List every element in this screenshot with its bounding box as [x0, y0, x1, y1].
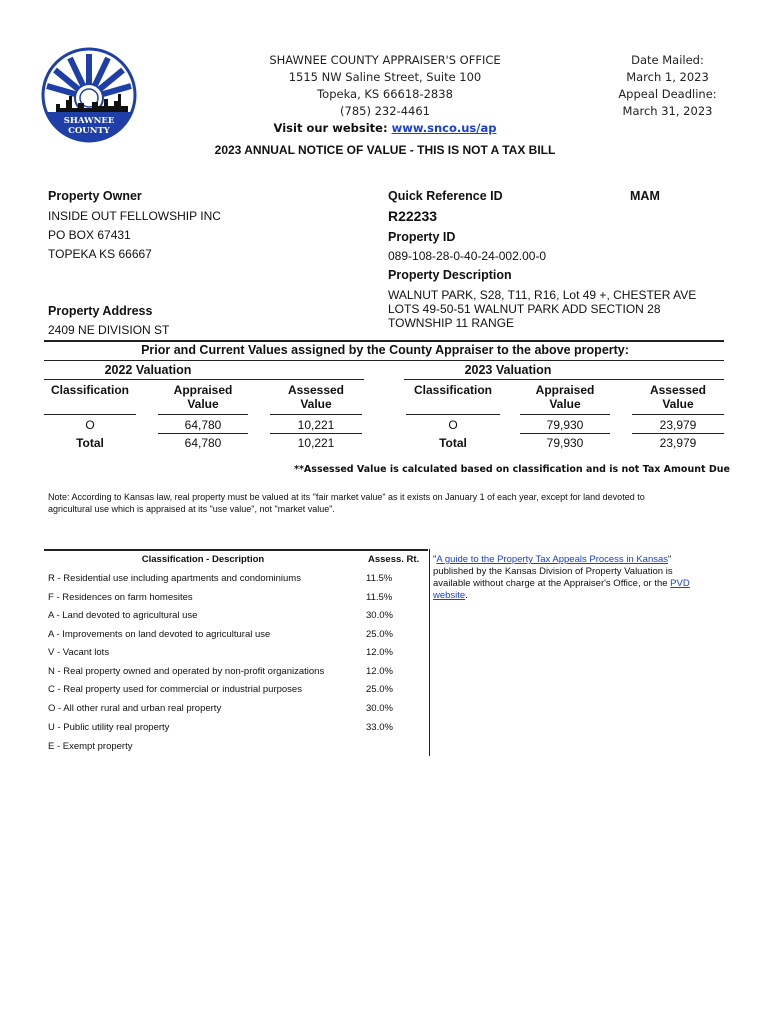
owner-name: INSIDE OUT FELLOWSHIP INC [48, 209, 221, 223]
property-description-line1: WALNUT PARK, S28, T11, R16, Lot 49 +, CHESTER AVE [388, 288, 697, 302]
prior-header-rule-2 [158, 414, 248, 415]
pvd-link[interactable]: PVD [670, 578, 690, 589]
classification-desc-header: Classification - Description [141, 554, 265, 565]
owner-address2: TOPEKA KS 66667 [48, 247, 152, 261]
svg-text:COUNTY: COUNTY [68, 126, 110, 136]
class-row-desc: A - Land devoted to agricultural use [48, 610, 198, 621]
current-assessed-header [632, 383, 724, 411]
guide-line3-text: available without charge at the Appraiser's Office, or the [433, 578, 668, 589]
current-total-label: Total [439, 436, 467, 450]
class-row [48, 647, 428, 665]
class-row-rate: 11.5% [366, 573, 393, 584]
class-row-rate: 25.0% [366, 684, 393, 695]
date-mailed: March 1, 2023 [626, 70, 709, 84]
prior-appraised-header-2: Value [187, 397, 219, 411]
current-row-assessed: 23,979 [659, 418, 697, 432]
class-row-rate: 33.0% [366, 722, 393, 733]
class-row [48, 592, 428, 610]
guide-line4 [433, 590, 733, 602]
prior-class-header: Classification [50, 383, 130, 397]
class-row [48, 741, 428, 759]
guide-quote-close: " [668, 554, 672, 565]
prior-header-rule-1 [44, 414, 136, 415]
owner-address1: PO BOX 67431 [48, 228, 131, 242]
office-website-line [200, 120, 570, 137]
prior-assessed-header-2: Value [300, 397, 332, 411]
date-mailed-label: Date Mailed: [631, 53, 704, 67]
appeals-guide-link[interactable]: A guide to the Property Tax Appeals Process in Kansas [436, 554, 669, 565]
office-phone: (785) 232-4461 [340, 104, 430, 118]
class-row-rate: 11.5% [366, 592, 393, 603]
owner-label: Property Owner [48, 189, 142, 203]
values-table-title-rule [44, 360, 724, 361]
class-row [48, 703, 428, 721]
current-header-rule-2 [520, 414, 610, 415]
prior-assessed-header-1: Assessed [287, 383, 345, 397]
class-row [48, 722, 428, 740]
office-city: Topeka, KS 66618-2838 [317, 87, 453, 101]
current-appraised-header-2: Value [549, 397, 581, 411]
property-id-label: Property ID [388, 230, 456, 244]
current-appraised-header-1: Appraised [535, 383, 595, 397]
current-total-rule-2 [632, 433, 724, 434]
class-row [48, 610, 428, 628]
class-row [48, 666, 428, 684]
property-description-line2: LOTS 49-50-51 WALNUT PARK ADD SECTION 28 [388, 302, 661, 316]
current-assessed-header-2: Value [662, 397, 694, 411]
prior-year-label: 2022 Valuation [104, 363, 192, 377]
class-row-desc: U - Public utility real property [48, 722, 170, 733]
svg-text:SHAWNEE: SHAWNEE [63, 116, 115, 126]
classification-rate-header: Assess. Rt. [368, 554, 420, 565]
current-total-appraised: 79,930 [546, 436, 584, 450]
values-table-title: Prior and Current Values assigned by the County Appraiser to the above property: [141, 343, 629, 357]
class-row [48, 684, 428, 702]
property-description-label: Property Description [388, 268, 512, 282]
prior-year-rule [44, 379, 364, 380]
prior-total-rule-2 [270, 433, 362, 434]
property-address: 2409 NE DIVISION ST [48, 323, 170, 337]
class-row-rate: 12.0% [366, 666, 393, 677]
class-row-desc: E - Exempt property [48, 741, 133, 752]
note-line2: agricultural use which is appraised at its "use value", not "market value". [48, 504, 335, 514]
prior-row-appraised: 64,780 [184, 418, 222, 432]
property-address-label: Property Address [48, 304, 153, 318]
current-appraised-header [520, 383, 610, 411]
class-row [48, 573, 428, 591]
class-row-desc: A - Improvements on land devoted to agricultural use [48, 629, 271, 640]
prior-appraised-header-1: Appraised [173, 383, 233, 397]
guide-line3 [433, 578, 733, 590]
office-name: SHAWNEE COUNTY APPRAISER'S OFFICE [269, 53, 501, 67]
current-total-assessed: 23,979 [659, 436, 697, 450]
class-row-desc: V - Vacant lots [48, 647, 110, 658]
guide-line1 [433, 554, 733, 566]
class-row-desc: N - Real property owned and operated by non-profit organizations [48, 666, 325, 677]
kansas-law-note [48, 491, 738, 515]
note-line1: Note: According to Kansas law, real property must be valued at its "fair market value" as it exists on January 1 of each year, except for land devoted to [48, 492, 645, 502]
current-assessed-header-1: Assessed [649, 383, 707, 397]
county-logo [40, 46, 138, 144]
current-year-label: 2023 Valuation [464, 363, 552, 377]
prior-header-rule-3 [270, 414, 362, 415]
website-label: Visit our website: [273, 121, 388, 135]
office-street: 1515 NW Saline Street, Suite 100 [288, 70, 482, 84]
quick-reference-label: Quick Reference ID [388, 189, 503, 203]
guide-period: . [465, 590, 468, 601]
class-row-desc: R - Residential use including apartments and condominiums [48, 573, 301, 584]
current-total-rule-1 [520, 433, 610, 434]
current-row-class: O [448, 418, 458, 432]
county-seal-icon [40, 46, 138, 144]
office-header [200, 52, 570, 137]
prior-assessed-header [270, 383, 362, 411]
current-header-rule-1 [406, 414, 500, 415]
current-header-rule-3 [632, 414, 724, 415]
reference-code: MAM [630, 189, 660, 203]
class-row-rate: 12.0% [366, 647, 393, 658]
guide-line2: published by the Kansas Division of Property Valuation is [433, 566, 673, 577]
classification-top-rule [44, 549, 428, 551]
quick-reference-id: R22233 [388, 208, 438, 224]
prior-total-assessed: 10,221 [297, 436, 335, 450]
notice-title: 2023 ANNUAL NOTICE OF VALUE - THIS IS NOT A TAX BILL [214, 143, 556, 157]
prior-total-rule-1 [158, 433, 248, 434]
website-link[interactable]: www.snco.us/ap [391, 121, 497, 135]
assessed-footnote: **Assessed Value is calculated based on classification and is not Tax Amount Due [294, 464, 730, 475]
current-year-rule [404, 379, 724, 380]
appeal-deadline: March 31, 2023 [622, 104, 713, 118]
appeal-deadline-label: Appeal Deadline: [618, 87, 717, 101]
guide-quote-open: " [433, 554, 437, 565]
property-description-line3: TOWNSHIP 11 RANGE [388, 316, 515, 330]
class-row-rate: 30.0% [366, 703, 393, 714]
dates-block [600, 52, 735, 120]
class-row-desc: F - Residences on farm homesites [48, 592, 193, 603]
current-class-header: Classification [413, 383, 493, 397]
prior-row-assessed: 10,221 [297, 418, 335, 432]
classification-vertical-rule [429, 549, 430, 756]
class-row-desc: O - All other rural and urban real property [48, 703, 222, 714]
prior-total-label: Total [76, 436, 104, 450]
class-row-desc: C - Real property used for commercial or industrial purposes [48, 684, 302, 695]
class-row [48, 629, 428, 647]
values-table-top-rule [44, 340, 724, 342]
appeals-guide [433, 554, 733, 602]
class-row-rate: 25.0% [366, 629, 393, 640]
property-id: 089-108-28-0-40-24-002.00-0 [388, 249, 547, 263]
pvd-website-link[interactable]: website [433, 590, 466, 601]
class-row-rate: 30.0% [366, 610, 393, 621]
prior-row-class: O [85, 418, 95, 432]
prior-appraised-header [158, 383, 248, 411]
current-row-appraised: 79,930 [546, 418, 584, 432]
prior-total-appraised: 64,780 [184, 436, 222, 450]
